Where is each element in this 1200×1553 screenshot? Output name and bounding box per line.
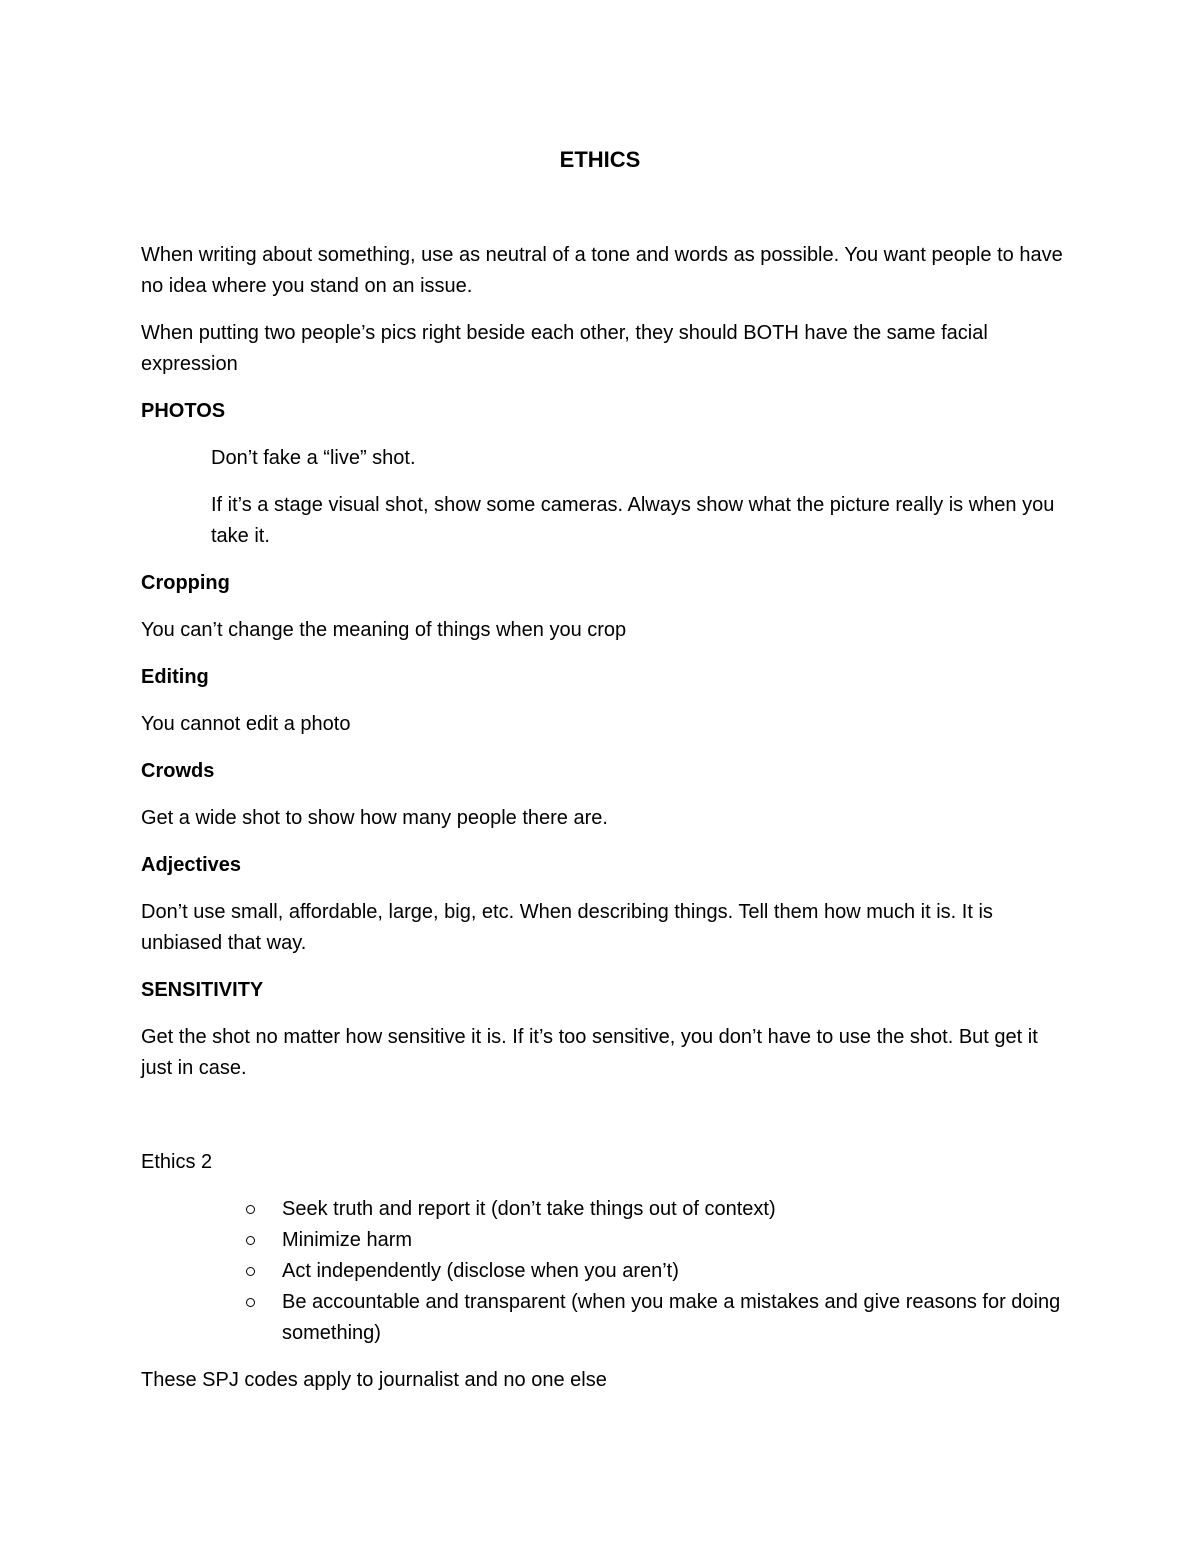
crowds-heading: Crowds	[141, 760, 215, 782]
circle-bullet-icon	[246, 1205, 255, 1214]
intro-paragraph: When putting two people’s pics right beside each other, they should BOTH have the same facial expression	[141, 322, 988, 375]
photos-heading: PHOTOS	[141, 400, 226, 422]
list-item	[246, 1225, 1066, 1256]
list-item-text: Act independently (disclose when you aren’t)	[282, 1260, 679, 1282]
list-item-text: Be accountable and transparent (when you make a mistakes and give reasons for doing something)	[282, 1291, 1061, 1344]
editing-heading: Editing	[141, 666, 209, 688]
ethics2-heading: Ethics 2	[141, 1151, 213, 1173]
ethics2-list	[141, 1194, 1066, 1349]
adjectives-text: Don’t use small, affordable, large, big, etc. When describing things. Tell them how much it is. It is unbiased that way.	[141, 901, 993, 954]
crowds-text: Get a wide shot to show how many people there are.	[141, 807, 608, 829]
sensitivity-text: Get the shot no matter how sensitive it is. If it’s too sensitive, you don’t have to use the shot. But get it just in case.	[141, 1026, 1038, 1079]
adjectives-heading: Adjectives	[141, 854, 242, 876]
list-item	[246, 1256, 1066, 1287]
photos-item: Don’t fake a “live” shot.	[211, 447, 416, 469]
ethics2-closing: These SPJ codes apply to journalist and no one else	[141, 1369, 607, 1391]
photos-item: If it’s a stage visual shot, show some cameras. Always show what the picture really is when you take it.	[211, 494, 1055, 547]
intro-paragraph: When writing about something, use as neutral of a tone and words as possible. You want people to have no idea where you stand on an issue.	[141, 244, 1063, 297]
cropping-heading: Cropping	[141, 572, 230, 594]
circle-bullet-icon	[246, 1298, 255, 1307]
cropping-text: You can’t change the meaning of things when you crop	[141, 619, 627, 641]
page-title: ETHICS	[559, 147, 641, 172]
blank-line	[141, 1100, 1066, 1147]
list-item-text: Minimize harm	[282, 1229, 413, 1251]
circle-bullet-icon	[246, 1267, 255, 1276]
list-item	[246, 1194, 1066, 1225]
editing-text: You cannot edit a photo	[141, 713, 351, 735]
document-body	[141, 240, 1066, 1412]
circle-bullet-icon	[246, 1236, 255, 1245]
list-item	[246, 1287, 1066, 1349]
sensitivity-heading: SENSITIVITY	[141, 979, 264, 1001]
list-item-text: Seek truth and report it (don’t take things out of context)	[282, 1198, 776, 1220]
